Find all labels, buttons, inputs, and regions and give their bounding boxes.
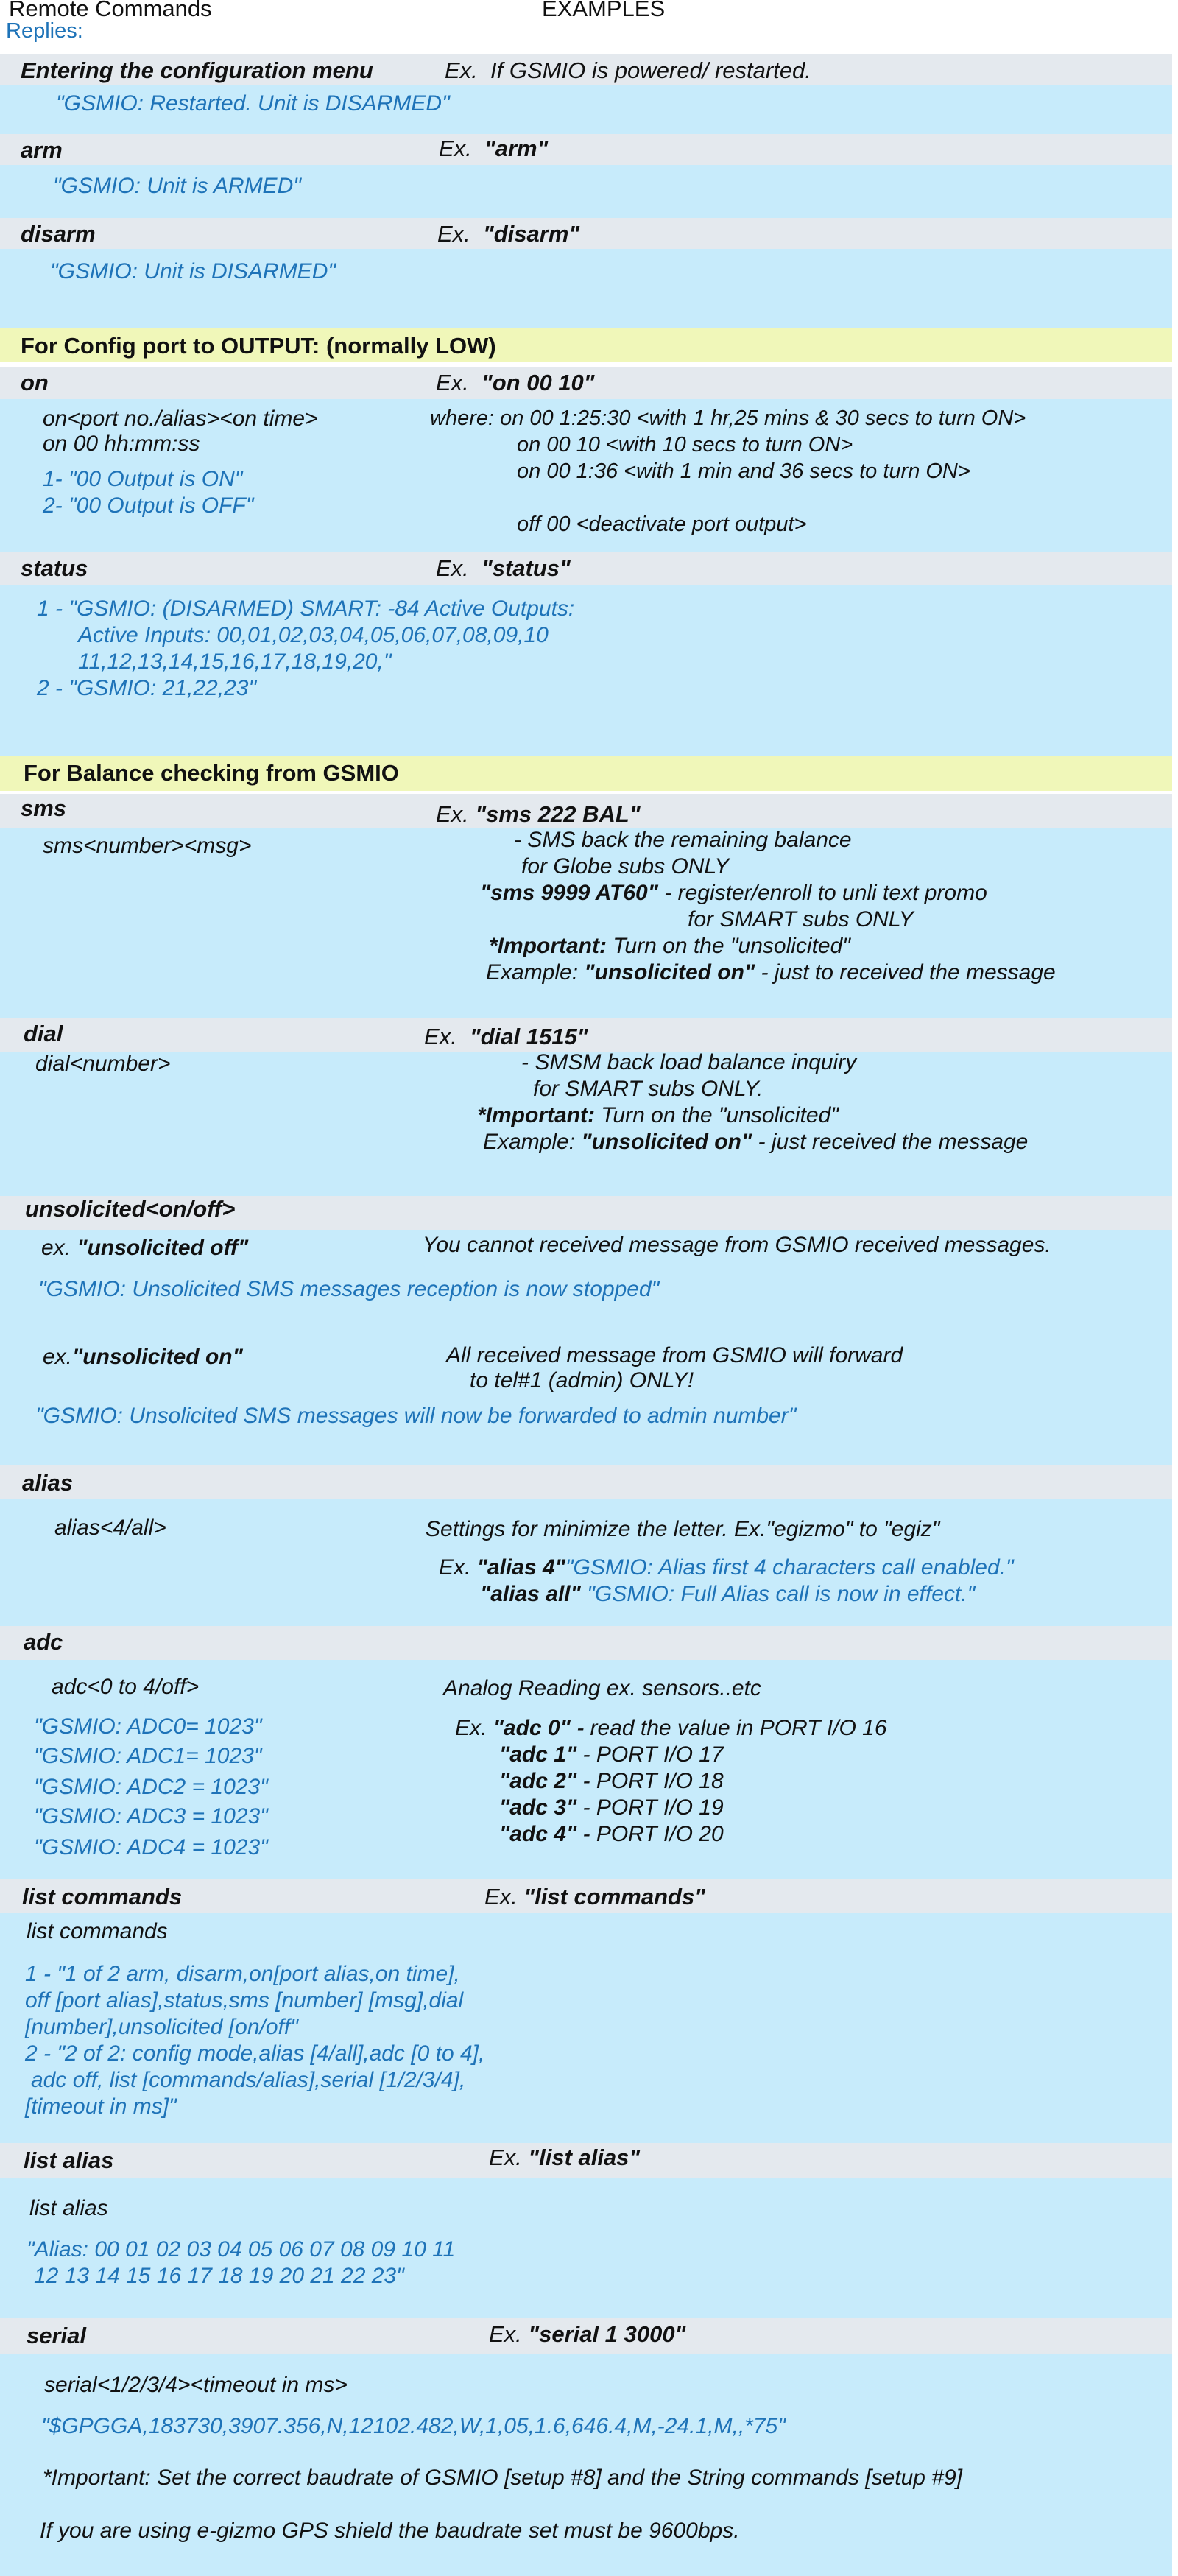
list-commands-reply-5: adc off, list [commands/alias],serial [1/2/3/4],: [31, 2068, 466, 2092]
serial-example: Ex. "serial 1 3000": [489, 2321, 686, 2347]
list-commands-reply-2: off [port alias],status,sms [number] [msg],dial: [25, 1988, 464, 2013]
adc-desc: Analog Reading ex. sensors..etc: [443, 1676, 761, 1700]
unsolicited-off-desc: You cannot received message from GSMIO received messages.: [423, 1233, 1051, 1257]
list-commands-reply-6: [timeout in ms]": [25, 2094, 177, 2119]
unsolicited-on-reply: "GSMIO: Unsolicited SMS messages will now be forwarded to admin number": [35, 1404, 797, 1428]
serial-syntax: serial<1/2/3/4><timeout in ms>: [44, 2373, 348, 2397]
on-reply-2: 2- "00 Output is OFF": [43, 493, 254, 518]
document-title: Remote Commands: [9, 0, 212, 21]
sms-line-2: for Globe subs ONLY: [521, 854, 730, 879]
status-title: status: [21, 555, 88, 581]
on-where-2: on 00 10 <with 10 secs to turn ON>: [517, 433, 853, 457]
alias-example-1: Ex. "alias 4""GSMIO: Alias first 4 characters call enabled.": [439, 1555, 1014, 1580]
status-reply-1: 1 - "GSMIO: (DISARMED) SMART: -84 Active Outputs:: [37, 597, 575, 621]
on-where-1: where: on 00 1:25:30 <with 1 hr,25 mins & 30 secs to turn ON>: [430, 407, 1026, 430]
alias-title: alias: [22, 1470, 73, 1496]
adc-reply-4: "GSMIO: ADC4 = 1023": [34, 1835, 268, 1859]
output-banner-title: For Config port to OUTPUT: (normally LOW): [21, 333, 496, 359]
adc-example-3: "adc 3" - PORT I/O 19: [499, 1795, 724, 1820]
adc-example-2: "adc 2" - PORT I/O 18: [499, 1769, 724, 1793]
list-alias-reply-2: 12 13 14 15 16 17 18 19 20 21 22 23": [34, 2264, 404, 2288]
adc-title: adc: [24, 1629, 63, 1655]
on-title: on: [21, 370, 49, 395]
sms-line-3: "sms 9999 AT60" - register/enroll to unli text promo: [480, 881, 987, 905]
dial-line-2: for SMART subs ONLY.: [533, 1077, 763, 1101]
list-alias-reply-1: "Alias: 00 01 02 03 04 05 06 07 08 09 10 11: [27, 2237, 456, 2262]
dial-line-1: - SMSM back load balance inquiry: [521, 1050, 857, 1074]
arm-header-band: [0, 134, 1172, 165]
serial-title: serial: [27, 2323, 87, 2348]
sms-important: *Important: Turn on the "unsolicited": [489, 934, 850, 958]
on-reply-1: 1- "00 Output is ON": [43, 467, 243, 491]
adc-reply-3: "GSMIO: ADC3 = 1023": [34, 1804, 268, 1829]
status-example: Ex. "status": [436, 555, 571, 581]
dial-example-note: Example: "unsolicited on" - just received the message: [483, 1130, 1029, 1154]
list-commands-example: Ex. "list commands": [484, 1884, 705, 1910]
sms-line-1: - SMS back the remaining balance: [514, 828, 852, 852]
arm-example: Ex. "arm": [439, 136, 549, 161]
adc-reply-1: "GSMIO: ADC1= 1023": [34, 1744, 262, 1768]
status-reply-4: 2 - "GSMIO: 21,22,23": [37, 676, 257, 700]
sms-line-4: for SMART subs ONLY: [688, 907, 914, 932]
alias-header-band: [0, 1465, 1172, 1499]
unsolicited-title: unsolicited<on/off>: [25, 1196, 236, 1222]
on-where-3: on 00 1:36 <with 1 min and 36 secs to turn ON>: [517, 460, 970, 483]
adc-example-4: "adc 4" - PORT I/O 20: [499, 1822, 724, 1846]
arm-title: arm: [21, 137, 63, 163]
sms-example: Ex. "sms 222 BAL": [436, 801, 641, 827]
status-reply-3: 11,12,13,14,15,16,17,18,19,20,": [78, 650, 392, 674]
list-commands-reply-1: 1 - "1 of 2 arm, disarm,on[port alias,on time],: [25, 1962, 460, 1986]
balance-banner-title: For Balance checking from GSMIO: [24, 760, 399, 786]
adc-syntax: adc<0 to 4/off>: [52, 1675, 200, 1699]
sms-example-note: Example: "unsolicited on" - just to received the message: [486, 960, 1056, 985]
on-where-4: off 00 <deactivate port output>: [517, 513, 807, 536]
alias-example-2: "alias all" "GSMIO: Full Alias call is now in effect.": [480, 1582, 976, 1606]
unsolicited-off-reply: "GSMIO: Unsolicited SMS messages reception is now stopped": [38, 1277, 660, 1301]
status-header-band: [0, 552, 1172, 585]
adc-reply-2: "GSMIO: ADC2 = 1023": [34, 1775, 268, 1799]
sms-syntax: sms<number><msg>: [43, 834, 252, 858]
list-commands-syntax: list commands: [27, 1919, 168, 1943]
unsolicited-on-desc-1: All received message from GSMIO will forward: [446, 1343, 903, 1368]
serial-reply: "$GPGGA,183730,3907.356,N,12102.482,W,1,05,1.6,646.4,M,-24.1,M,,*75": [41, 2414, 786, 2438]
adc-reply-0: "GSMIO: ADC0= 1023": [34, 1714, 262, 1739]
on-syntax-time: on 00 hh:mm:ss: [43, 432, 200, 456]
disarm-title: disarm: [21, 221, 96, 247]
config-menu-example: Ex. If GSMIO is powered/ restarted.: [445, 57, 811, 83]
disarm-reply: "GSMIO: Unit is DISARMED": [50, 259, 336, 284]
list-commands-reply-4: 2 - "2 of 2: config mode,alias [4/all],adc [0 to 4],: [25, 2041, 485, 2066]
serial-important-note: *Important: Set the correct baudrate of GSMIO [setup #8] and the String commands [setup #9]: [43, 2466, 962, 2490]
dial-example: Ex. "dial 1515": [424, 1024, 588, 1049]
arm-reply: "GSMIO: Unit is ARMED": [53, 174, 301, 198]
adc-example-0: Ex. "adc 0" - read the value in PORT I/O 16: [455, 1716, 887, 1740]
unsolicited-on-desc-2: to tel#1 (admin) ONLY!: [470, 1368, 694, 1393]
config-menu-title: Entering the configuration menu: [21, 57, 373, 83]
serial-baudrate-note: If you are using e-gizmo GPS shield the baudrate set must be 9600bps.: [40, 2519, 740, 2543]
list-alias-example: Ex. "list alias": [489, 2144, 641, 2170]
unsolicited-off-cmd: ex. "unsolicited off": [41, 1236, 249, 1260]
replies-label: Replies:: [6, 19, 83, 43]
disarm-example: Ex. "disarm": [437, 221, 580, 247]
examples-heading: EXAMPLES: [542, 0, 666, 21]
disarm-header-band: [0, 218, 1172, 249]
dial-important: *Important: Turn on the "unsolicited": [477, 1103, 839, 1127]
sms-title: sms: [21, 795, 67, 821]
dial-syntax: dial<number>: [35, 1052, 171, 1076]
on-syntax: on<port no./alias><on time>: [43, 407, 318, 431]
config-menu-reply: "GSMIO: Restarted. Unit is DISARMED": [56, 91, 450, 116]
list-alias-title: list alias: [24, 2147, 114, 2173]
list-commands-reply-3: [number],unsolicited [on/off": [25, 2015, 298, 2039]
on-example: Ex. "on 00 10": [436, 370, 595, 395]
status-reply-2: Active Inputs: 00,01,02,03,04,05,06,07,08,09,10: [78, 623, 549, 647]
list-alias-syntax: list alias: [29, 2196, 108, 2220]
adc-example-1: "adc 1" - PORT I/O 17: [499, 1742, 724, 1767]
alias-syntax: alias<4/all>: [54, 1516, 166, 1540]
dial-title: dial: [24, 1021, 63, 1046]
unsolicited-on-cmd: ex."unsolicited on": [43, 1345, 243, 1369]
list-commands-title: list commands: [22, 1884, 183, 1910]
alias-desc: Settings for minimize the letter. Ex."egizmo" to "egiz": [426, 1517, 940, 1541]
adc-header-band: [0, 1626, 1172, 1660]
